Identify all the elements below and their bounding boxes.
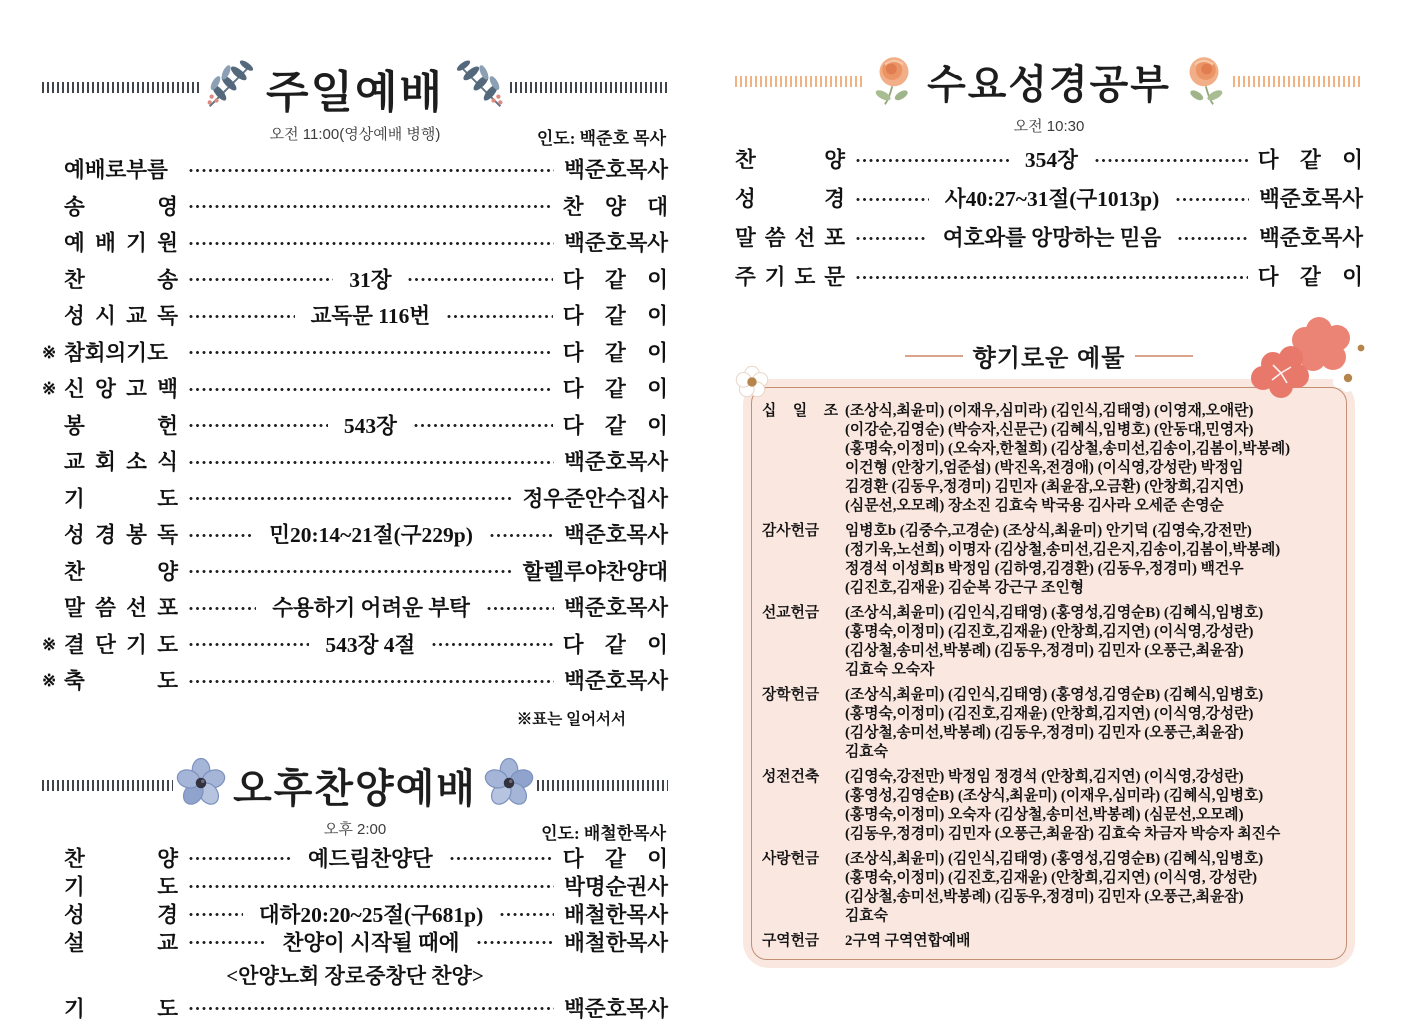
standing-mark: ※ xyxy=(42,342,57,362)
stripe-divider xyxy=(537,780,668,791)
service-row xyxy=(42,488,668,510)
standing-mark: ※ xyxy=(42,671,57,690)
row-name: 다 같 이 xyxy=(1257,265,1363,289)
sunday-order-of-service xyxy=(42,159,668,692)
row-label: 찬 양 xyxy=(64,846,178,871)
service-time: 오전 11:00(영상예배 병행) xyxy=(269,126,441,143)
orange-flower-icon xyxy=(1175,50,1233,113)
leader-dots xyxy=(499,910,554,919)
row-name: 다 같 이 xyxy=(562,267,668,292)
offering-names xyxy=(845,686,1340,762)
leader-dots xyxy=(855,273,1248,282)
leader-dots xyxy=(446,312,553,321)
leader-dots xyxy=(431,640,552,649)
blue-flower-icon xyxy=(481,755,537,816)
leader-dots xyxy=(188,882,554,891)
standing-mark: ※ xyxy=(42,379,57,398)
row-center: 543장 4절 xyxy=(325,632,416,657)
service-row xyxy=(735,266,1363,288)
offerings-box-inner xyxy=(751,387,1347,960)
offering-line: (이강순,김영순) (박승자,신문근) (김혜식,임병호) (안동대,민영자) xyxy=(845,422,1254,438)
leader-dots xyxy=(1094,156,1248,165)
service-row xyxy=(42,305,668,327)
offering-label: 사랑헌금 xyxy=(762,851,820,867)
leader-dots xyxy=(449,854,553,863)
offering-row xyxy=(762,604,1340,680)
leader-dots xyxy=(1175,195,1249,204)
afternoon-service-header xyxy=(42,755,668,816)
row-name: 백준호목사 xyxy=(564,450,668,474)
row-name: 찬 양 대 xyxy=(562,194,668,219)
right-column xyxy=(735,0,1363,968)
row-name: 백준호목사 xyxy=(564,231,668,255)
leader-dots xyxy=(188,385,553,394)
row-center: 수용하기 어려운 부탁 xyxy=(272,596,470,620)
row-name: 배철한목사 xyxy=(564,902,668,927)
leader-dots xyxy=(188,166,554,175)
service-row xyxy=(42,998,668,1020)
row-name: 다 같 이 xyxy=(562,304,669,328)
offering-row xyxy=(762,850,1340,926)
offering-names xyxy=(845,932,1340,951)
row-name: 다 같 이 xyxy=(562,632,669,657)
row-center: 사40:27~31절(구1013p) xyxy=(944,187,1160,211)
row-center: 찬양이 시작될 때에 xyxy=(282,930,460,955)
service-row xyxy=(42,269,668,291)
offering-line: (홍명숙,이정미) (김진호,김재윤) (안창희,김지연) (이식영,강성란) xyxy=(845,706,1254,722)
offering-line: (김진호,김재윤) 김순복 강근구 조인형 xyxy=(845,580,1085,596)
offerings-section xyxy=(743,338,1355,968)
offering-row xyxy=(762,768,1340,844)
afternoon-service-section xyxy=(42,755,668,1020)
offering-label: 성전건축 xyxy=(762,769,820,785)
choir-note: <안양노회 장로중창단 찬양> xyxy=(226,963,484,988)
row-label: 참회의기도 xyxy=(64,340,168,365)
service-row xyxy=(42,524,668,546)
stripe-divider xyxy=(510,82,668,93)
leader-dots xyxy=(413,421,553,430)
offerings-box xyxy=(743,379,1355,968)
service-time: 오전 10:30 xyxy=(1013,118,1085,135)
row-label: 성 경 봉 독 xyxy=(64,523,178,547)
row-label: 봉 헌 xyxy=(64,413,178,438)
leader-dots xyxy=(188,275,333,284)
offering-line: (조상식,최윤미) (김인식,김태영) (홍영성,김영순B) (김혜식,임병호) xyxy=(845,687,1264,703)
offering-label: 선교헌금 xyxy=(762,605,820,621)
offering-line: (홍명숙,이정미) 오숙자 (김상철,송미선,박봉례) (심문선,오모례) xyxy=(845,807,1244,823)
left-column xyxy=(42,0,668,1026)
row-name: 다 같 이 xyxy=(562,377,668,401)
coral-flower-cluster-icon xyxy=(1233,312,1371,422)
row-name: 다 같 이 xyxy=(562,340,668,365)
leader-dots xyxy=(188,531,253,540)
leader-dots xyxy=(489,531,554,540)
leader-dots xyxy=(486,604,554,613)
row-label: 교 회 소 식 xyxy=(64,450,178,474)
row-label: 말 씀 선 포 xyxy=(64,596,178,620)
offering-line: (조상식,최윤미) (김인식,김태영) (홍영성,김영순B) (김혜식,임병호) xyxy=(845,851,1264,867)
sunday-service-header xyxy=(42,54,668,121)
leaf-branch-icon xyxy=(200,54,262,121)
service-row xyxy=(42,904,668,926)
row-label: 성 시 교 독 xyxy=(64,304,178,328)
row-label: 기 도 xyxy=(64,996,178,1021)
afternoon-order-of-service xyxy=(42,848,668,1020)
offering-label: 감사헌금 xyxy=(762,523,820,539)
service-time: 오후 2:00 xyxy=(323,820,387,838)
service-row xyxy=(42,451,668,473)
offering-line: (홍명숙,이정미) (오숙자,한철희) (김상철,송미선,김송이,김봄이,박봉례) xyxy=(845,441,1291,457)
row-label: 찬 양 xyxy=(64,559,178,584)
title-line xyxy=(1135,355,1193,357)
service-row xyxy=(42,342,668,364)
offering-line: 2구역 구역연합예배 xyxy=(845,933,971,949)
offering-line: (김상철,송미선,박봉례) (김동우,정경미) 김민자 (오풍근,최윤잠) xyxy=(845,725,1244,741)
stripe-divider xyxy=(42,780,173,791)
wednesday-study-header xyxy=(735,50,1363,113)
title-line xyxy=(905,355,963,357)
wednesday-order-of-service xyxy=(735,149,1363,288)
offering-line: 임병호b (김중수,고경순) (조상식,최윤미) 안기덕 (김영숙,강전만) xyxy=(845,523,1252,539)
leader-dots xyxy=(1177,234,1249,243)
row-center: 민20:14~21절(구229p) xyxy=(269,523,473,547)
offering-line: (조상식,최윤미) (김인식,김태영) (홍영성,김영순B) (김혜식,임병호) xyxy=(845,605,1264,621)
leader-dots xyxy=(188,348,553,357)
row-label: 예 배 기 원 xyxy=(64,231,178,255)
offering-label: 십 일 조 xyxy=(762,403,838,419)
row-label: 기 도 xyxy=(64,874,178,899)
offering-names xyxy=(845,850,1340,926)
row-label: 예배로부름 xyxy=(64,158,168,182)
service-row xyxy=(42,848,668,870)
offering-line: 김효숙 오숙자 xyxy=(845,662,935,678)
service-row xyxy=(42,634,668,656)
row-center: 354장 xyxy=(1024,148,1078,172)
offering-line: 김효숙 xyxy=(845,744,888,760)
leader-dots xyxy=(188,854,292,863)
standing-note: ※표는 일어서서 xyxy=(516,710,626,728)
service-row xyxy=(42,378,668,400)
row-label: 축 도 xyxy=(64,669,178,693)
leader-dots xyxy=(407,275,552,284)
service-row xyxy=(42,232,668,254)
service-row xyxy=(42,415,668,437)
stripe-divider xyxy=(42,82,200,93)
stripe-divider xyxy=(735,76,865,87)
leader-dots xyxy=(188,494,513,503)
row-center: 교독문 116번 xyxy=(310,304,431,328)
standing-mark: ※ xyxy=(42,634,57,654)
leader-dots xyxy=(188,677,554,686)
offering-label: 장학헌금 xyxy=(762,687,820,703)
service-row xyxy=(735,227,1363,249)
offering-line: (정기욱,노선희) 이명자 (김상철,송미선,김은지,김송이,김봄이,박봉례) xyxy=(845,542,1281,558)
leader-dots xyxy=(855,195,929,204)
row-name: 백준호목사 xyxy=(1259,187,1364,211)
row-name: 백준호목사 xyxy=(564,158,668,182)
row-label: 신 앙 고 백 xyxy=(64,377,178,401)
sunday-title: 주일예배 xyxy=(266,67,445,117)
afternoon-subline xyxy=(42,818,668,843)
afternoon-title: 오후찬양예배 xyxy=(233,766,477,811)
offering-line: 이건형 (안창기,엄준섭) (박진옥,전경애) (이식영,강성란) 박정임 xyxy=(845,460,1244,476)
offering-names xyxy=(845,768,1340,844)
offering-label: 구역헌금 xyxy=(762,933,820,949)
row-name: 할렐루야찬양대 xyxy=(522,559,668,584)
service-row xyxy=(42,196,668,218)
row-name: 정우준안수집사 xyxy=(522,486,668,511)
offering-line: (심문선,오모례) 장소진 김효숙 박국용 김사라 오세준 손영순 xyxy=(845,498,1224,514)
sunday-subline xyxy=(42,123,668,148)
offering-line: (홍명숙,이정미) (김진호,김재윤) (안창희,김지연) (이식영,강성란) xyxy=(845,624,1254,640)
row-label: 말 씀 선 포 xyxy=(735,226,845,250)
row-center: 대하20:20~25절(구681p) xyxy=(258,902,484,927)
offering-row xyxy=(762,932,1340,951)
row-label: 찬 송 xyxy=(64,267,178,292)
row-label: 찬 양 xyxy=(735,148,845,172)
orange-flower-icon xyxy=(865,50,923,113)
service-row xyxy=(42,670,668,692)
offering-line: (김동우,정경미) 김민자 (오풍근,최윤잠) 김효숙 차금자 박승자 최진수 xyxy=(845,826,1281,842)
leader-dots xyxy=(188,421,328,430)
leader-dots xyxy=(188,458,554,467)
row-center: 543장 xyxy=(343,413,397,438)
white-flower-icon xyxy=(731,362,773,404)
offering-line: (조상식,최윤미) (이재우,심미라) (김인식,김태영) (이영재,오애란) xyxy=(845,403,1254,419)
row-name: 다 같 이 xyxy=(562,846,668,871)
row-name: 다 같 이 xyxy=(1257,148,1363,172)
leader-dots xyxy=(188,938,267,947)
row-name: 백준호목사 xyxy=(564,596,669,620)
row-name: 백준호목사 xyxy=(1259,226,1363,250)
wednesday-title: 수요성경공부 xyxy=(927,63,1171,107)
offering-line: (김영숙,강전만) 박정임 정경석 (안창희,김지연) (이식영,강성란) xyxy=(845,769,1244,785)
offering-line: (김상철,송미선,박봉례) (김동우,정경미) 김민자 (오풍근,최윤잠) xyxy=(845,643,1244,659)
offerings-title: 향기로운 예물 xyxy=(972,345,1126,372)
service-row xyxy=(42,876,668,898)
row-name: 배철한목사 xyxy=(564,930,669,955)
row-label: 설 교 xyxy=(64,930,178,955)
row-label: 송 영 xyxy=(64,194,178,219)
leader-dots xyxy=(188,1004,554,1013)
leader-dots xyxy=(188,239,554,248)
row-label: 성 경 xyxy=(735,187,845,211)
stripe-divider xyxy=(1233,76,1363,87)
leader-dots xyxy=(188,312,295,321)
leader-dots xyxy=(188,604,256,613)
service-row xyxy=(735,188,1363,210)
row-label: 결 단 기 도 xyxy=(64,632,178,657)
leaf-branch-icon xyxy=(448,54,510,121)
blue-flower-icon xyxy=(173,755,229,816)
row-name: 박명순권사 xyxy=(564,874,668,899)
service-leader: 인도: 백준호 목사 xyxy=(536,129,666,148)
row-label: 성 경 xyxy=(64,902,178,927)
service-row xyxy=(42,561,668,583)
offering-line: 김효숙 xyxy=(845,908,888,924)
row-name: 다 같 이 xyxy=(562,413,668,438)
row-center: 예드림찬양단 xyxy=(308,846,433,871)
offering-row xyxy=(762,522,1340,598)
row-center: 31장 xyxy=(349,267,392,292)
leader-dots xyxy=(188,567,513,576)
leader-dots xyxy=(855,156,1009,165)
wednesday-subline xyxy=(735,115,1363,137)
row-center: 여호와를 앙망하는 믿음 xyxy=(942,226,1162,250)
row-label: 주 기 도 문 xyxy=(735,265,845,289)
offering-line: (김상철,송미선,박봉례) (김동우,정경미) 김민자 (오풍근,최윤잠) xyxy=(845,889,1244,905)
service-row xyxy=(42,597,668,619)
offering-names xyxy=(845,604,1340,680)
row-name: 백준호목사 xyxy=(564,669,668,693)
row-label: 기 도 xyxy=(64,486,178,511)
service-row xyxy=(42,932,668,954)
leader-dots xyxy=(476,938,555,947)
offering-line: (홍영성,김영순B) (조상식,최윤미) (이재우,심미라) (김혜식,임병호) xyxy=(845,788,1264,804)
leader-dots xyxy=(188,910,243,919)
service-leader: 인도: 배철한목사 xyxy=(541,823,666,843)
leader-dots xyxy=(188,640,309,649)
leader-dots xyxy=(188,202,553,211)
row-name: 백준호목사 xyxy=(564,523,669,547)
offering-row xyxy=(762,686,1340,762)
offering-line: 정경석 이성희B 박정임 (김하영,김경환) (김동우,정경미) 백건우 xyxy=(845,561,1244,577)
offering-names xyxy=(845,522,1340,598)
service-row xyxy=(42,159,668,181)
offering-line: (홍명숙,이정미) (김진호,김재윤) (안창희,김지연) (이식영, 강성란) xyxy=(845,870,1258,886)
service-row xyxy=(735,149,1363,171)
row-name: 백준호목사 xyxy=(564,996,668,1021)
leader-dots xyxy=(855,234,927,243)
offering-line: 김경환 (김동우,정경미) 김민자 (최윤잠,오금환) (안창희,김지연) xyxy=(845,479,1244,495)
